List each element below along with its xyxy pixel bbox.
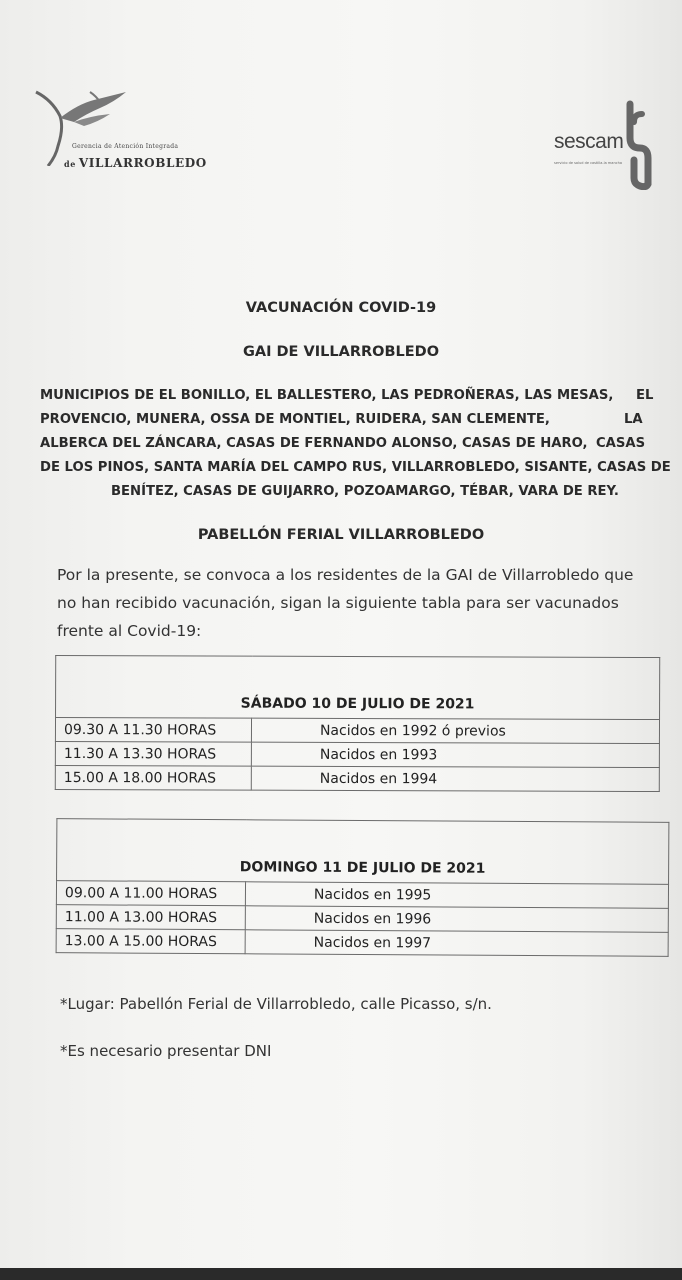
sunday-schedule-table bbox=[56, 818, 670, 957]
table-header-day: DOMINGO 11 DE JULIO DE 2021 bbox=[57, 819, 669, 885]
location-note: *Lugar: Pabellón Ferial de Villarrobledo, calle Picasso, s/n. bbox=[60, 995, 492, 1013]
intro-line: Por la presente, se convoca a los residentes de la GAI de Villarrobledo que bbox=[57, 566, 634, 584]
group-cell: Nacidos en 1992 ó previos bbox=[251, 718, 659, 743]
document-title: VACUNACIÓN COVID-19 bbox=[245, 300, 437, 316]
document-page: Gerencia de Atención Integrada de VILLARROBLEDO sescam servicio de salud de castilla-la mancha VACUNACIÓN COVID-19 GAI DE VILLARROBLEDO MUNICIPIOS DE EL BONILLO, EL BALLESTERO, LAS PEDROÑERAS, LAS MESAS, EL PROVENCIO, MUNERA, OSSA DE MONTIEL, RUIDERA, SAN CLEMENTE, LA ALBERCA DEL ZÁNCARA, CASAS DE FERNANDO ALONSO, CASAS DE HARO, CASAS DE LOS PINOS, SANTA MARÍA DEL CAMPO RUS, VILLARROBLEDO, SISANTE, CASAS DE BENÍTEZ, CASAS DE GUIJARRO, POZOAMARGO, TÉBAR, VARA DE REY. PABELLÓN FERIAL VILLARROBLEDO Por la presente, se convoca a los residentes de la GAI de Villarrobledo que no han recibido vacunación, sigan la siguiente tabla para ser vacunados frente al Covid-19: SÁBADO 10 DE JULIO DE 2021 09.30 A 11.30 HORAS Nacidos en 1992 ó previos 11.30 A 13.30 HORAS Nacidos en 1993 15.00 A 18.00 HORAS Nacidos en 1994 DOMINGO 11 DE JULIO DE 2021 09.00 A 11.00 HORAS Nacidos en 1995 11.00 A 13.00 HORAS Nacidos en 1996 13.00 A 15.00 HORAS Nacidos en 1997 *Lugar: Pabellón Ferial de Villarrobledo, calle Picasso, s/n. *Es necesario presentar DNI bbox=[0, 0, 682, 1268]
intro-line: frente al Covid-19: bbox=[57, 622, 202, 640]
table-header-day: SÁBADO 10 DE JULIO DE 2021 bbox=[56, 655, 660, 719]
sescam-tagline: servicio de salud de castilla-la mancha bbox=[554, 161, 622, 165]
sescam-logo bbox=[548, 100, 658, 195]
table-row bbox=[55, 741, 659, 767]
saturday-schedule-table bbox=[55, 655, 660, 792]
sescam-s-icon bbox=[620, 100, 654, 190]
gai-logo-line1: Gerencia de Atención Integrada bbox=[72, 143, 179, 150]
time-cell: 11.30 A 13.30 HORAS bbox=[55, 741, 251, 766]
time-cell: 15.00 A 18.00 HORAS bbox=[55, 765, 251, 790]
table-row bbox=[56, 929, 668, 957]
gai-logo-prefix: de bbox=[64, 159, 76, 169]
group-cell: Nacidos en 1997 bbox=[245, 930, 668, 957]
gai-logo-line2 bbox=[64, 156, 207, 170]
bottom-edge bbox=[0, 1268, 682, 1280]
group-cell: Nacidos en 1994 bbox=[251, 766, 659, 791]
gai-logo-name: VILLARROBLEDO bbox=[78, 156, 207, 170]
time-cell: 13.00 A 15.00 HORAS bbox=[56, 929, 245, 954]
group-cell: Nacidos en 1996 bbox=[245, 906, 668, 933]
table-row bbox=[55, 765, 659, 791]
intro-line: no han recibido vacunación, sigan la siguiente tabla para ser vacunados bbox=[57, 594, 619, 612]
group-cell: Nacidos en 1993 bbox=[251, 742, 659, 767]
gai-villarrobledo-logo bbox=[30, 86, 230, 176]
document-subtitle: GAI DE VILLARROBLEDO bbox=[242, 344, 440, 360]
group-cell: Nacidos en 1995 bbox=[245, 882, 668, 909]
bird-emblem-icon bbox=[30, 86, 140, 166]
time-cell: 09.30 A 11.30 HORAS bbox=[55, 717, 251, 742]
venue-heading: PABELLÓN FERIAL VILLARROBLEDO bbox=[197, 527, 485, 543]
sescam-wordmark: sescam bbox=[554, 130, 624, 153]
dni-note: *Es necesario presentar DNI bbox=[60, 1042, 272, 1060]
time-cell: 09.00 A 11.00 HORAS bbox=[56, 881, 245, 906]
table-row bbox=[55, 717, 659, 743]
time-cell: 11.00 A 13.00 HORAS bbox=[56, 905, 245, 930]
